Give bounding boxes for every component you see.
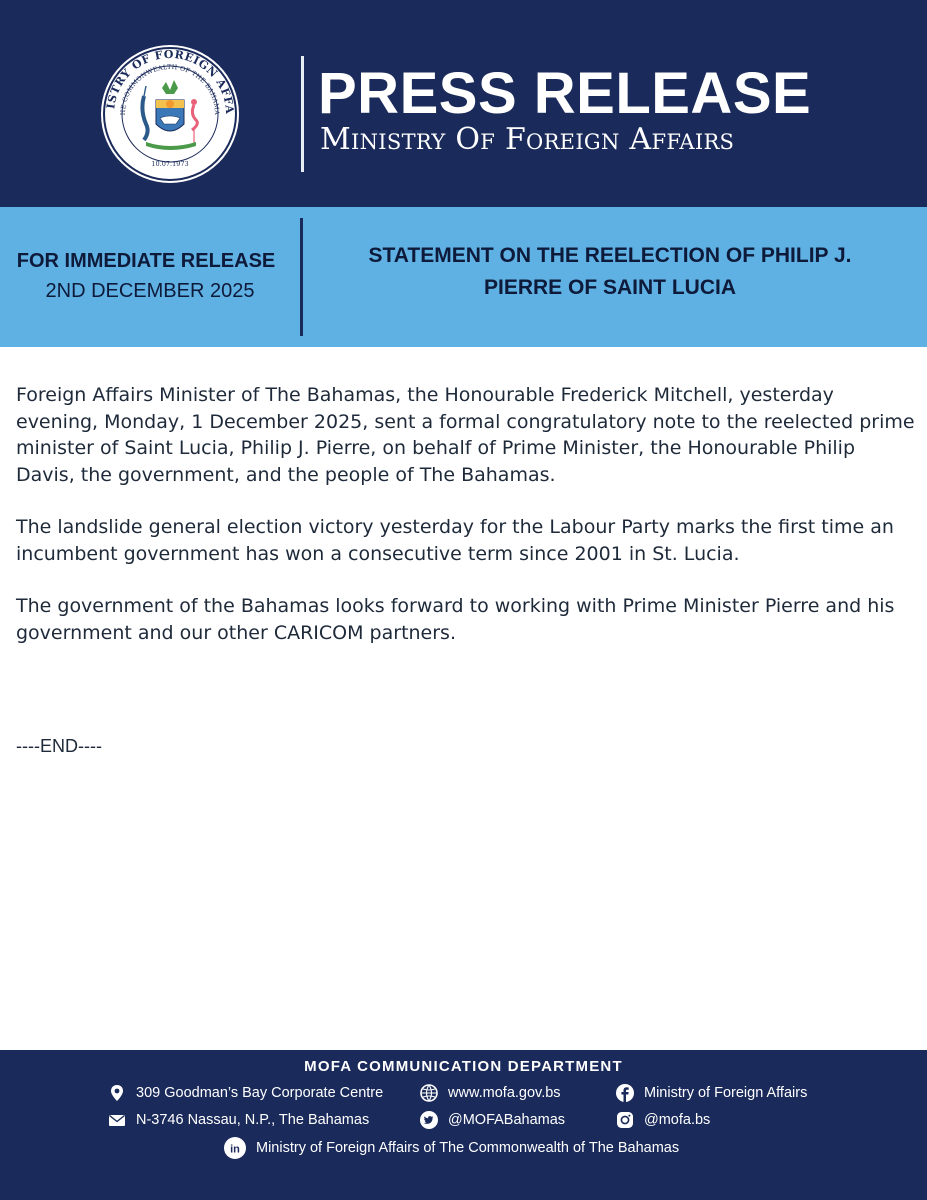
body-paragraph: Foreign Affairs Minister of The Bahamas, the Honourable Frederick Mitchell, yesterday evening, Monday, 1 December 2025, sent a formal congratulatory note to the reelected prime minister of Saint Lucia, Philip J. Pierre, on behalf of Prime Minister, the Honourable Philip Davis, the government, and the people of The Bahamas.: [16, 384, 915, 486]
svg-text:THE COMMONWEALTH OF THE BAHAMA: HE COMMONWEALTH OF THE BAHAMA: [119, 63, 221, 116]
headline-line-1: STATEMENT ON THE REELECTION OF PHILIP J.: [368, 244, 852, 267]
footer-linkedin-link[interactable]: in Ministry of Foreign Affairs of The Commonwealth of The Bahamas: [224, 1137, 679, 1159]
instagram-icon: [616, 1111, 634, 1129]
location-pin-icon: [108, 1084, 126, 1102]
footer-address-line-1: 309 Goodman’s Bay Corporate Centre: [108, 1084, 383, 1102]
svg-text:in: in: [230, 1143, 240, 1156]
linkedin-icon: [224, 1137, 246, 1159]
body-paragraph: The landslide general election victory yesterday for the Labour Party marks the first time an incumbent government has won a consecutive term since 2001 in St. Lucia.: [16, 516, 894, 565]
end-marker: ----END----: [16, 736, 102, 756]
footer-twitter-link[interactable]: @MOFABahamas: [420, 1111, 565, 1129]
release-date: 2ND DECEMBER 2025: [45, 280, 255, 302]
ministry-subtitle: Ministry Of Foreign Affairs: [320, 122, 735, 157]
svg-text:MINISTRY OF FOREIGN AFFAIRS: ISTRY OF FOREIGN AFFA: [104, 47, 237, 115]
footer-address-line-2: N-3746 Nassau, N.P., The Bahamas: [108, 1111, 369, 1129]
headline-line-2: PIERRE OF SAINT LUCIA: [483, 276, 736, 299]
footer-website-link[interactable]: www.mofa.gov.bs: [420, 1084, 561, 1102]
envelope-icon: [108, 1111, 126, 1129]
ministry-seal: [100, 44, 240, 184]
release-body: [16, 382, 916, 672]
release-headline: [312, 240, 908, 304]
facebook-icon: [616, 1084, 634, 1102]
page-title: PRESS RELEASE: [318, 61, 812, 126]
footer-instagram-link[interactable]: @mofa.bs: [616, 1111, 710, 1129]
body-paragraph: The government of the Bahamas looks forward to working with Prime Minister Pierre and his government and our other CARICOM partners.: [16, 595, 895, 644]
svg-text:10.07.1973: 10.07.1973: [151, 160, 189, 168]
footer-title: MOFA COMMUNICATION DEPARTMENT: [304, 1058, 623, 1075]
band-divider: [300, 218, 303, 336]
twitter-bird-icon: [420, 1111, 438, 1129]
globe-icon: [420, 1084, 438, 1102]
header-divider: [301, 56, 304, 172]
footer-facebook-link[interactable]: Ministry of Foreign Affairs: [616, 1084, 807, 1102]
immediate-release-label: FOR IMMEDIATE RELEASE: [16, 250, 276, 272]
